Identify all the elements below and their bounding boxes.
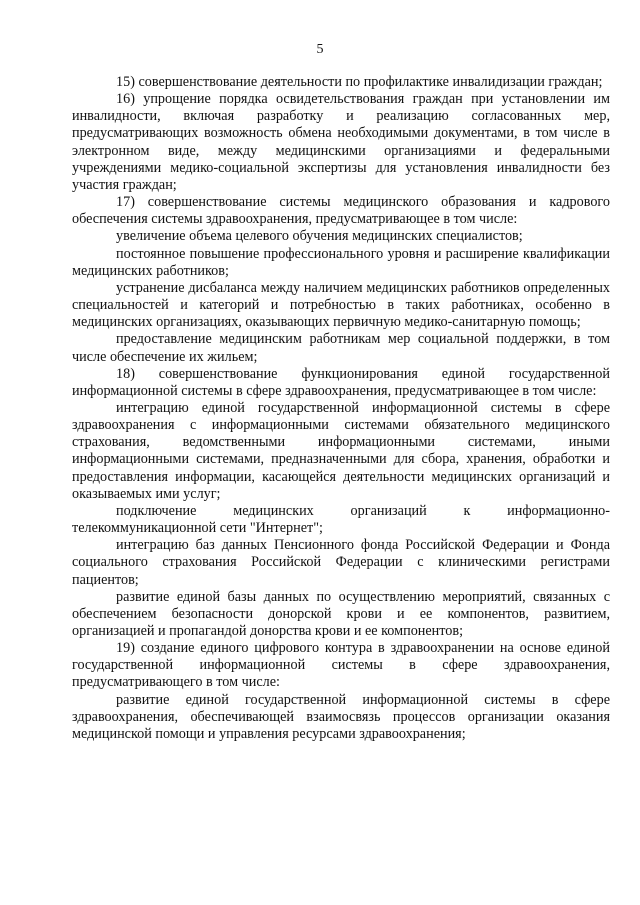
sub-paragraph-blood-donation-database: развитие единой базы данных по осуществлению мероприятий, связанных с обеспечением безопасности донорской крови и ее компонентов, развитием, организацией и пропагандой донорства крови и ее компонентов; [72,588,610,639]
sub-paragraph-database-integration: интеграцию баз данных Пенсионного фонда Российской Федерации и Фонда социального страхования Российской Федерации с клиническими регистрами пациентов; [72,537,610,588]
sub-paragraph-unified-system-development: развитие единой государственной информационной системы в сфере здравоохранения, обеспечивающей взаимосвязь процессов организации оказания медицинской помощи и управления ресурсами здравоохранения; [72,691,610,742]
page-number: 5 [316,42,324,57]
sub-paragraph-targeted-training: увеличение объема целевого обучения медицинских специалистов; [116,228,523,245]
sub-paragraph-system-integration: интеграцию единой государственной информационной системы в сфере здравоохранения с информационными системами обязательного медицинского страхования, ведомственными информационными системами, иными информационными системами, предназначенными для сбора, хранения, обработки и предоставления информации, касающейся деятельности медицинских организаций и оказываемых ими услуг; [72,399,610,502]
sub-paragraph-imbalance: устранение дисбаланса между наличием медицинских работников определенных специальностей и категорий и потребностью в таких работниках, особенно в медицинских организациях, оказывающих первичную медико-санитарную помощь; [72,279,610,331]
paragraph-item-17: 17) совершенствование системы медицинского образования и кадрового обеспечения системы здравоохранения, предусматривающее в том числе: [72,194,610,228]
paragraph-item-15: 15) совершенствование деятельности по профилактике инвалидизации граждан; [116,74,603,90]
paragraph-item-16: 16) упрощение порядка освидетельствования граждан при установлении им инвалидности, включая разработку и реализацию согласованных мер, предусматривающих возможность обмена необходимыми документами, в том числе в электронном виде, между медицинскими организациями и федеральными учреждениями медико-социальной экспертизы для установления инвалидности без участия граждан; [72,91,610,193]
paragraph-item-19: 19) создание единого цифрового контура в здравоохранении на основе единой государственной информационной системы в сфере здравоохранения, предусматривающего в том числе: [72,640,610,691]
sub-paragraph-social-support: предоставление медицинским работникам мер социальной поддержки, в том числе обеспечение их жильем; [72,331,610,365]
paragraph-item-18: 18) совершенствование функционирования единой государственной информационной системы в сфере здравоохранения, предусматривающее в том числе: [72,365,610,399]
document-body [72,74,610,743]
sub-paragraph-internet-connection: подключение медицинских организаций к информационно-телекоммуникационной сети "Интернет"; [72,502,610,537]
sub-paragraph-qualification: постоянное повышение профессионального уровня и расширение квалификации медицинских работников; [72,245,610,279]
